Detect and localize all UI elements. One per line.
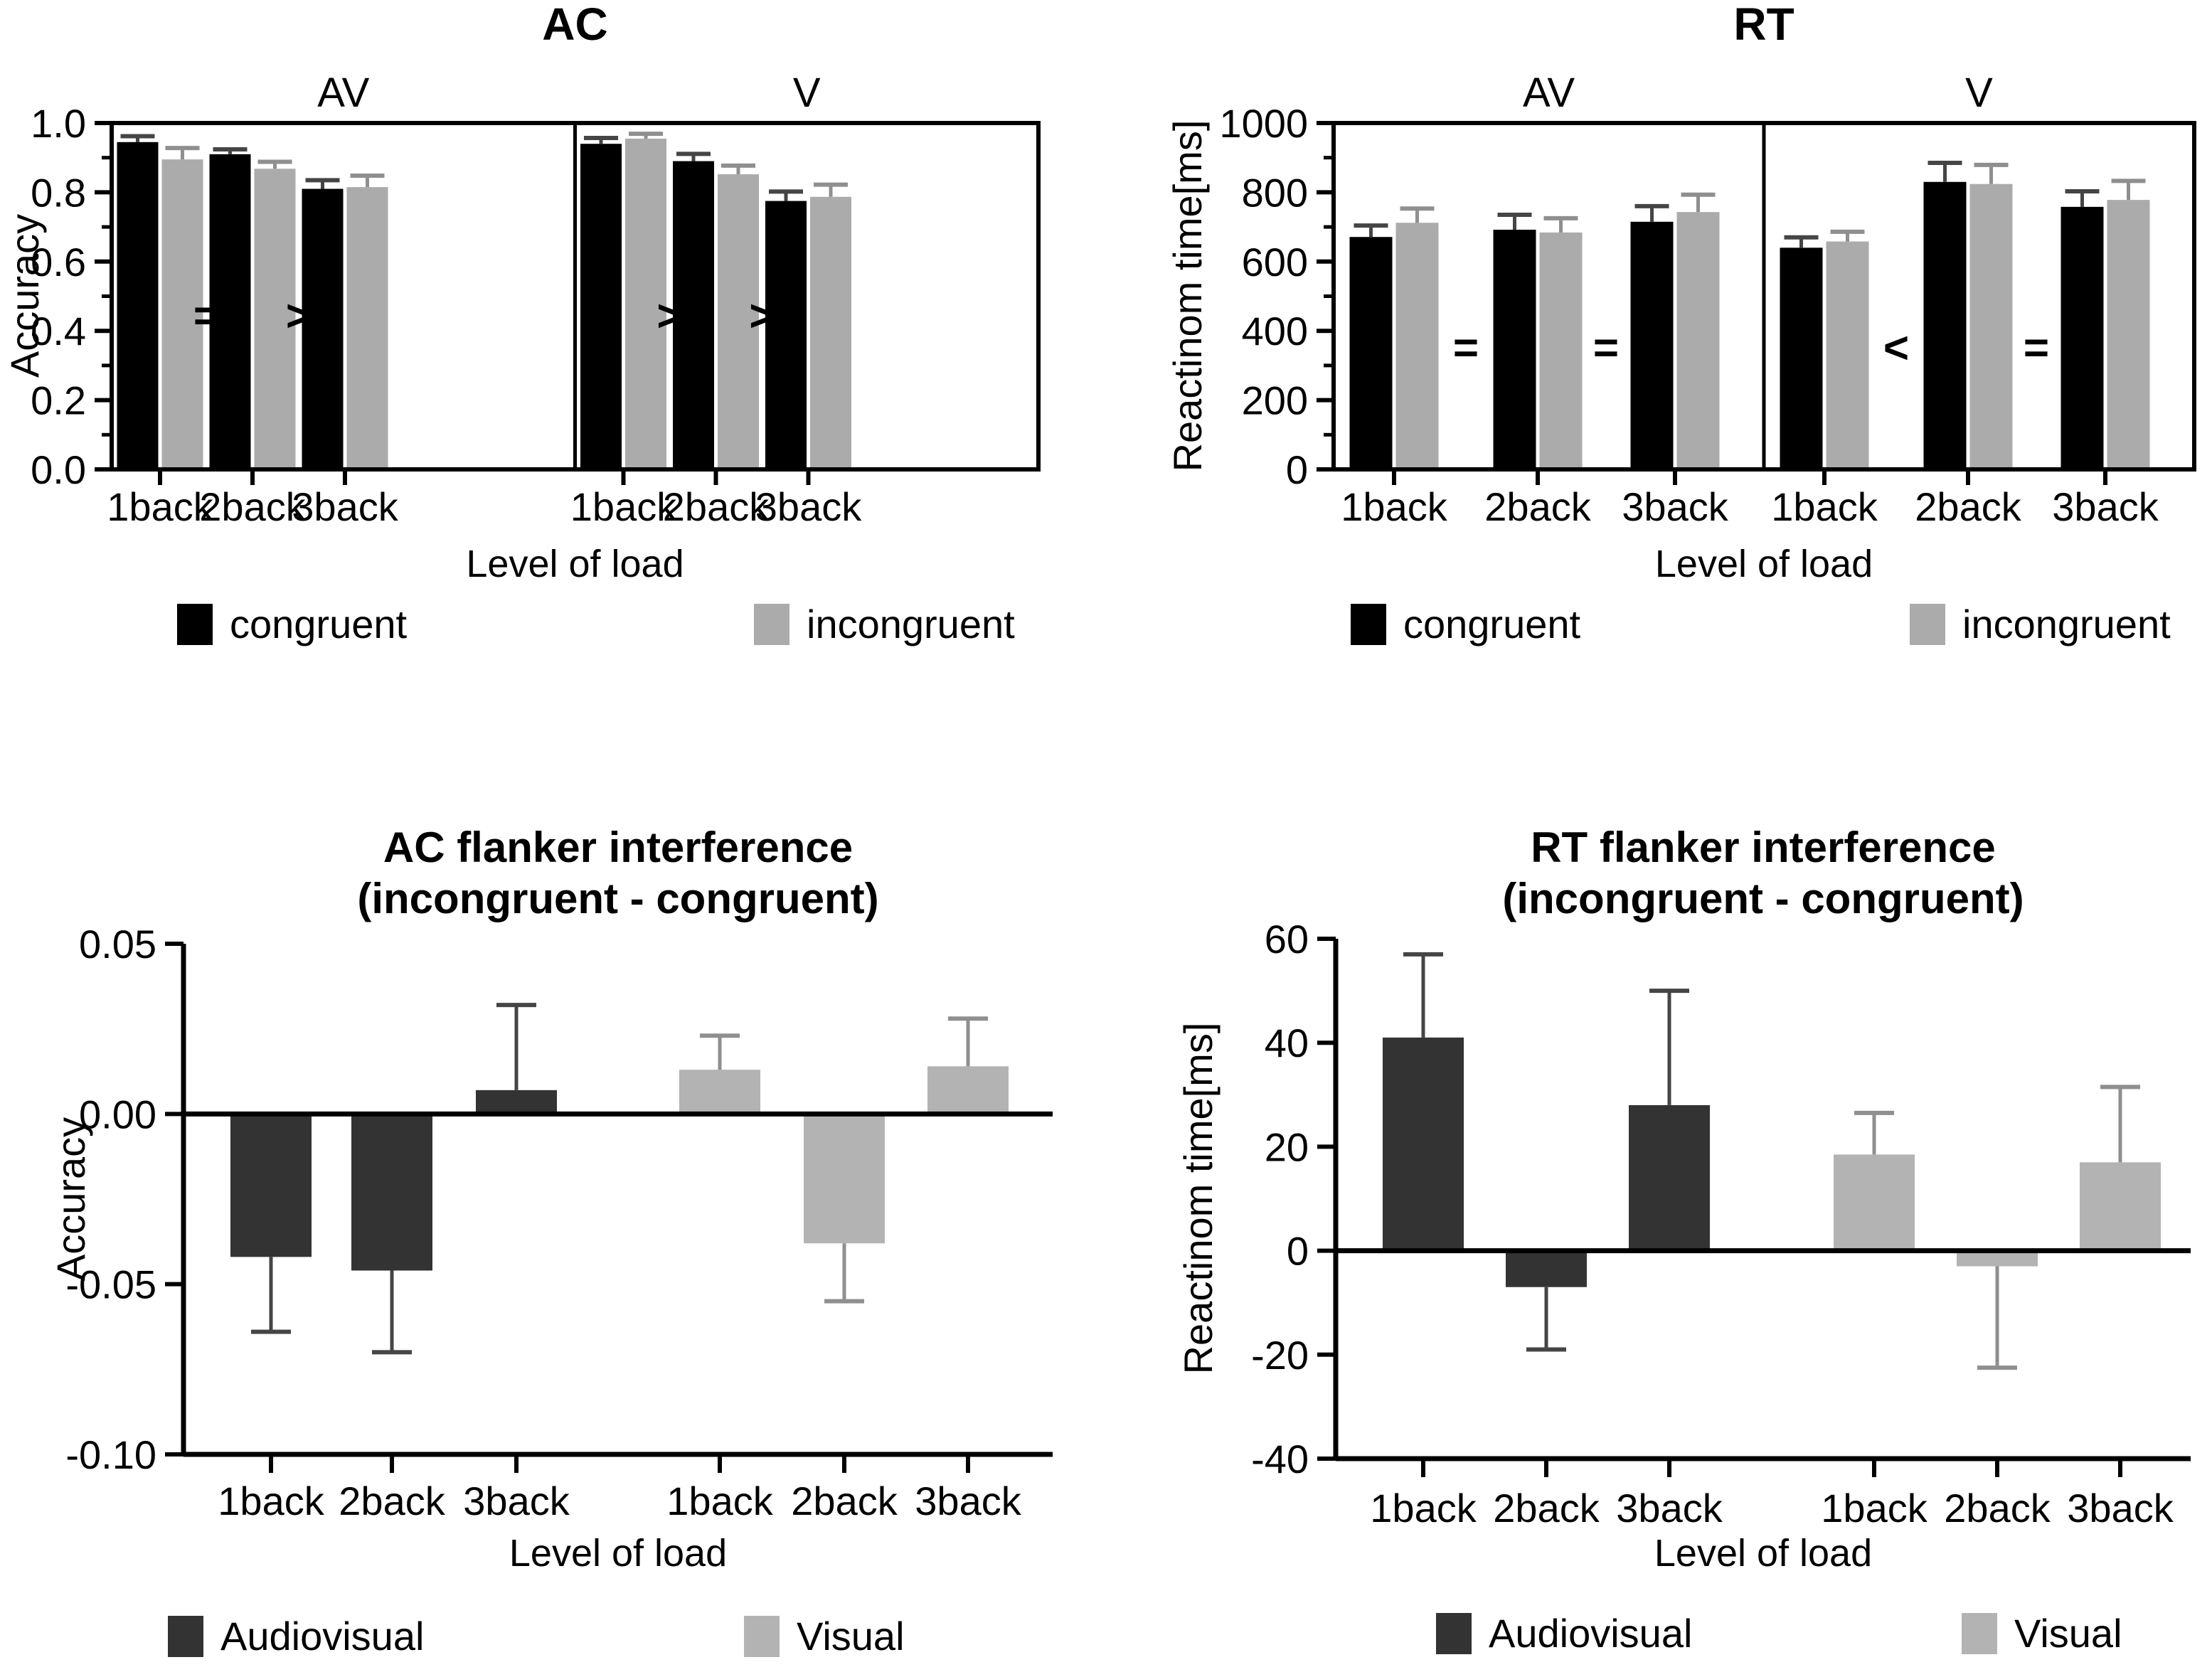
legend-swatch-incongruent xyxy=(754,604,789,645)
comparison-symbol: > xyxy=(749,292,775,341)
x-tick-label: 3back xyxy=(2067,1486,2174,1530)
x-tick-label: 2back xyxy=(791,1479,898,1523)
bar-V-3back-incongruent xyxy=(810,197,851,469)
comparison-symbol: > xyxy=(285,292,312,341)
legend-swatch-congruent xyxy=(1351,604,1386,645)
comparison-symbol: = xyxy=(1452,324,1479,373)
bar-V-2back-congruent xyxy=(1924,182,1967,469)
x-tick-label: 1back xyxy=(1821,1486,1927,1530)
chart-rt-flanker-title-line1: RT flanker interference xyxy=(1531,824,1996,871)
comparison-symbol: > xyxy=(656,292,683,341)
x-tick-label: 1back xyxy=(1341,484,1447,529)
bar-Audiovisual-1back xyxy=(230,1114,312,1257)
chart-rt-flanker xyxy=(1166,811,2212,1672)
legend-item-congruent xyxy=(177,601,407,647)
y-tick-label: 20 xyxy=(1264,1124,1309,1170)
x-tick-label: 2back xyxy=(1915,484,2021,529)
x-tick-label: 3back xyxy=(755,484,862,529)
chart-rt xyxy=(1138,0,2212,697)
bar-V-1back-incongruent xyxy=(1827,242,1869,469)
chart-rt-title: RT xyxy=(1733,0,1794,50)
legend-swatch-visual xyxy=(1962,1613,1997,1654)
y-tick-label: 0 xyxy=(1286,1228,1309,1274)
panel-label-V: V xyxy=(792,70,821,116)
legend-label-incongruent: incongruent xyxy=(1962,602,2171,646)
bar-V-3back-incongruent xyxy=(2107,200,2150,469)
x-tick-label: 1back xyxy=(1370,1486,1477,1530)
bar-AV-1back-incongruent xyxy=(1396,223,1439,469)
comparison-symbol: = xyxy=(2023,324,2050,373)
x-tick-label: 3back xyxy=(915,1479,1021,1523)
panel-label-V: V xyxy=(1965,70,1993,116)
y-tick-label: 200 xyxy=(1241,378,1308,423)
legend-swatch-congruent xyxy=(177,604,213,645)
legend-swatch-audiovisual xyxy=(1436,1613,1472,1654)
bar-Audiovisual-3back xyxy=(1629,1105,1710,1251)
y-tick-label: 1.0 xyxy=(31,101,86,146)
chart-ac-flanker-title-line2: (incongruent - congruent) xyxy=(357,875,879,922)
comparison-symbol: = xyxy=(1592,324,1620,373)
x-tick-label: 2back xyxy=(339,1479,445,1523)
x-tick-label: 2back xyxy=(662,484,770,529)
y-tick-label: -0.10 xyxy=(65,1432,156,1477)
legend-item-incongruent xyxy=(1910,601,2171,647)
x-tick-label: 1back xyxy=(1771,484,1878,529)
bar-AV-3back-incongruent xyxy=(347,187,388,469)
legend-label-visual: Visual xyxy=(797,1614,905,1658)
y-tick-label: 1000 xyxy=(1219,101,1308,146)
bar-Visual-2back xyxy=(804,1114,885,1243)
bar-V-1back-congruent xyxy=(1780,247,1823,469)
x-tick-label: 1back xyxy=(570,484,677,529)
y-tick-label: 40 xyxy=(1264,1021,1309,1066)
legend-label-audiovisual: Audiovisual xyxy=(220,1614,425,1658)
legend-item-visual xyxy=(1962,1610,2122,1656)
y-tick-label: 60 xyxy=(1264,917,1309,962)
chart-rt-flanker-title-line2: (incongruent - congruent) xyxy=(1502,875,2024,922)
y-tick-label: 0.05 xyxy=(79,922,156,967)
bar-Visual-1back xyxy=(679,1070,760,1114)
chart-ac-flanker xyxy=(43,811,1110,1672)
y-tick-label: 0 xyxy=(1285,447,1308,492)
chart-ac-xlabel: Level of load xyxy=(466,543,684,585)
legend-item-congruent xyxy=(1351,601,1580,647)
y-tick-label: 0.2 xyxy=(31,378,86,423)
panel-label-AV: AV xyxy=(1522,70,1575,116)
x-tick-label: 1back xyxy=(218,1479,324,1523)
y-tick-label: 0.00 xyxy=(79,1092,156,1137)
chart-ac xyxy=(0,0,1081,697)
chart-rt-plot xyxy=(1138,0,2212,697)
bar-AV-2back-congruent xyxy=(1494,230,1536,469)
bar-Visual-3back xyxy=(927,1066,1009,1114)
bar-AV-3back-congruent xyxy=(1631,222,1674,469)
y-tick-label: -20 xyxy=(1251,1332,1309,1378)
y-tick-label: 0.6 xyxy=(31,239,86,284)
y-tick-label: 400 xyxy=(1241,309,1308,354)
x-tick-label: 1back xyxy=(666,1479,773,1523)
y-tick-label: 600 xyxy=(1241,239,1308,284)
chart-ac-plot xyxy=(0,0,1081,697)
bar-V-2back-incongruent xyxy=(1970,184,2013,469)
x-tick-label: 3back xyxy=(292,484,398,529)
bar-Visual-1back xyxy=(1834,1154,1915,1250)
legend-label-audiovisual: Audiovisual xyxy=(1489,1611,1693,1656)
comparison-symbol: = xyxy=(193,292,220,341)
legend-swatch-visual xyxy=(744,1616,780,1657)
bar-Audiovisual-2back xyxy=(1506,1251,1587,1287)
x-tick-label: 3back xyxy=(2052,484,2159,529)
legend-label-incongruent: incongruent xyxy=(807,602,1015,646)
x-tick-label: 3back xyxy=(463,1479,570,1523)
x-tick-label: 2back xyxy=(1944,1486,2051,1530)
x-tick-label: 2back xyxy=(1493,1486,1600,1530)
legend-item-visual xyxy=(744,1613,905,1659)
legend-swatch-audiovisual xyxy=(168,1616,203,1657)
legend-item-audiovisual xyxy=(1436,1610,1692,1656)
bar-Visual-3back xyxy=(2080,1162,2161,1250)
y-tick-label: 0.8 xyxy=(31,170,86,215)
bar-Audiovisual-3back xyxy=(476,1090,557,1114)
chart-ac-flanker-xlabel: Level of load xyxy=(509,1532,728,1575)
y-tick-label: 800 xyxy=(1241,170,1308,215)
bar-V-3back-congruent xyxy=(2061,207,2104,469)
comparison-symbol: < xyxy=(1883,324,1910,373)
legend-item-audiovisual xyxy=(168,1613,424,1659)
legend-label-congruent: congruent xyxy=(230,602,408,646)
bar-AV-1back-congruent xyxy=(117,142,159,469)
bar-AV-3back-incongruent xyxy=(1677,212,1720,469)
bar-V-1back-congruent xyxy=(580,144,622,469)
x-tick-label: 3back xyxy=(1616,1486,1723,1530)
x-tick-label: 1back xyxy=(107,484,213,529)
legend-label-congruent: congruent xyxy=(1403,602,1581,646)
chart-rt-ylabel: Reactinom time[ms] xyxy=(1165,119,1210,472)
bar-Audiovisual-1back xyxy=(1383,1038,1464,1251)
chart-ac-title: AC xyxy=(542,0,608,50)
legend-swatch-incongruent xyxy=(1910,604,1945,645)
y-tick-label: -0.05 xyxy=(65,1262,156,1307)
chart-ac-flanker-title-line1: AC flanker interference xyxy=(383,824,854,871)
y-tick-label: 0.4 xyxy=(31,309,86,354)
chart-ac-ylabel: Accuracy xyxy=(2,213,47,378)
chart-rt-flanker-ylabel: Reactinom time[ms] xyxy=(1176,1022,1221,1375)
chart-ac-flanker-ylabel: Accuracy xyxy=(48,1117,93,1282)
y-tick-label: 0.0 xyxy=(31,447,86,492)
bar-AV-1back-congruent xyxy=(1350,237,1393,469)
x-tick-label: 2back xyxy=(199,484,306,529)
chart-rt-flanker-xlabel: Level of load xyxy=(1654,1532,1873,1575)
legend-item-incongruent xyxy=(754,601,1015,647)
y-tick-label: -40 xyxy=(1251,1437,1309,1481)
legend-label-visual: Visual xyxy=(2014,1611,2122,1656)
bar-AV-2back-incongruent xyxy=(1540,233,1583,469)
x-tick-label: 2back xyxy=(1484,484,1591,529)
bar-Audiovisual-2back xyxy=(351,1114,432,1270)
chart-rt-xlabel: Level of load xyxy=(1654,543,1873,585)
panel-label-AV: AV xyxy=(317,70,370,116)
x-tick-label: 3back xyxy=(1622,484,1728,529)
